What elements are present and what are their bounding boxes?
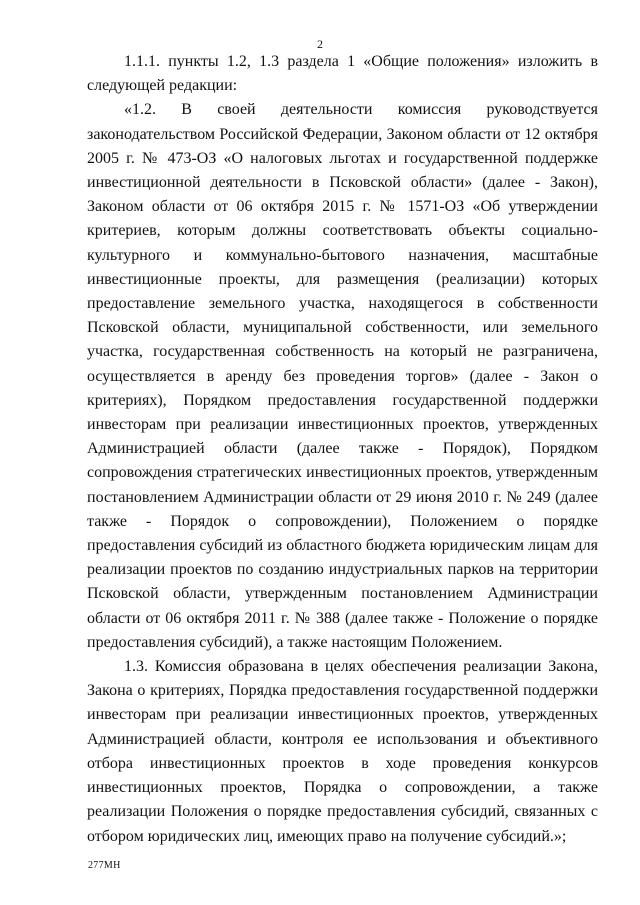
- document-code: 277МН: [88, 860, 121, 871]
- paragraph-1-3: 1.3. Комиссия образована в целях обеспечения реализации Закона, Закона о критериях, Порядка предоставления государственной поддержки инвесторам при реализации инвестиционных проектов, утвержденных Администрацией области, контроля ее использования и объективного отбора инвестиционных проектов в ходе проведения конкурсов инвестиционных проектов, Порядка о сопровождении, а также реализации Положения о порядке предоставления субсидий, связанных с отбором юридических лиц, имеющих право на получение субсидий.»;: [87, 658, 598, 845]
- document-body: [87, 50, 598, 849]
- page-number: 2: [317, 37, 323, 51]
- paragraph-1-2: «1.2. В своей деятельности комиссия руководствуется законодательством Российской Федерации, Законом области от 12 октября 2005 г. № 473-ОЗ «О налоговых льготах и государственной поддержке инвестиционной деятельности в Псковской области» (далее - Закон), Законом области от 06 октября 2015 г. № 1571-ОЗ «Об утверждении критериев, которым должны соответствовать объекты социально-культурного и коммунально-бытового назначения, масштабные инвестиционные проекты, для размещения (реализации) которых предоставление земельного участка, находящегося в собственности Псковской области, муниципальной собственности, или земельного участка, государственная собственность на который не разграничена, осуществляется в аренду без проведения торгов» (далее - Закон о критериях), Порядком предоставления государственной поддержки инвесторам при реализации инвестиционных проектов, утвержденных Администрацией области (далее также - Порядок), Порядком сопровождения стратегических инвестиционных проектов, утвержденным постановлением Администрации области от 29 июня 2010 г. № 249 (далее также - Порядок о сопровождении), Положением о порядке предоставления субсидий из областного бюджета юридическим лицам для реализации проектов по созданию индустриальных парков на территории Псковской области, утвержденным постановлением Администрации области от 06 октября 2011 г. № 388 (далее также - Положение о порядке предоставления субсидий), а также настоящим Положением.: [87, 101, 598, 651]
- paragraph-1-1-1: 1.1.1. пункты 1.2, 1.3 раздела 1 «Общие положения» изложить в следующей редакции:: [87, 53, 598, 95]
